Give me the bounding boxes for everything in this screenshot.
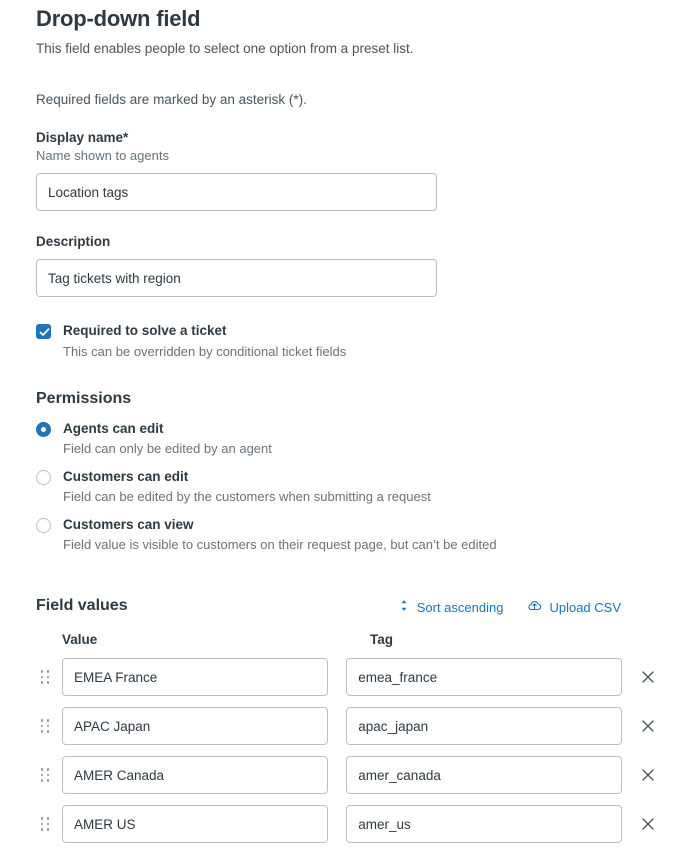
field-value-row	[36, 707, 657, 745]
field-value-input[interactable]: AMER Canada	[62, 756, 328, 794]
required-to-solve-texts	[63, 322, 346, 359]
field-value-row	[36, 658, 657, 696]
permission-option-agents-can-edit[interactable]	[36, 420, 657, 456]
field-tag-input[interactable]: apac_japan	[346, 707, 621, 745]
description-input[interactable]: Tag tickets with region	[36, 259, 437, 297]
upload-csv-label: Upload CSV	[549, 599, 621, 615]
field-values-actions	[398, 599, 621, 615]
field-value-row	[36, 756, 657, 794]
remove-row-icon[interactable]	[639, 814, 657, 834]
permission-texts-agents-can-edit	[63, 420, 272, 456]
permission-option-customers-can-edit[interactable]	[36, 468, 657, 504]
permission-sub-customers-can-view: Field value is visible to customers on their request page, but can’t be edited	[63, 537, 497, 552]
permission-label-customers-can-view: Customers can view	[63, 517, 194, 532]
field-value-input[interactable]: EMEA France	[62, 658, 328, 696]
required-fields-note: Required fields are marked by an asterisk (*).	[36, 92, 307, 107]
permission-label-customers-can-edit: Customers can edit	[63, 469, 189, 484]
sort-ascending-label: Sort ascending	[416, 599, 504, 615]
description-label: Description	[36, 234, 111, 249]
upload-csv-button[interactable]	[527, 599, 621, 615]
field-tag-input[interactable]: amer_us	[346, 805, 621, 843]
radio-unselected-icon[interactable]	[36, 470, 51, 485]
remove-row-icon[interactable]	[639, 716, 657, 736]
field-values-header	[36, 597, 657, 615]
permission-sub-agents-can-edit: Field can only be edited by an agent	[63, 441, 272, 456]
field-values-column-headers	[36, 632, 657, 647]
field-tag-input[interactable]: amer_canada	[346, 756, 621, 794]
drag-handle-icon[interactable]	[36, 670, 54, 684]
permission-label-agents-can-edit: Agents can edit	[63, 421, 164, 436]
remove-row-icon[interactable]	[639, 667, 657, 687]
field-tag-input[interactable]: emea_france	[346, 658, 621, 696]
page-title: Drop-down field	[36, 6, 201, 31]
column-header-tag: Tag	[370, 632, 393, 647]
description-field-group	[36, 234, 657, 297]
display-name-hint: Name shown to agents	[36, 148, 169, 163]
drag-dots	[41, 768, 50, 782]
sort-ascending-button[interactable]	[398, 599, 504, 615]
checkbox-checked-icon[interactable]	[36, 324, 51, 339]
drag-handle-icon[interactable]	[36, 719, 54, 733]
permission-sub-customers-can-edit: Field can be edited by the customers when submitting a request	[63, 489, 431, 504]
display-name-field-group	[36, 130, 657, 211]
permission-option-customers-can-view[interactable]	[36, 516, 657, 552]
upload-cloud-icon	[527, 599, 542, 615]
radio-unselected-icon[interactable]	[36, 518, 51, 533]
display-name-input[interactable]: Location tags	[36, 173, 437, 211]
page-subtitle: This field enables people to select one option from a preset list.	[36, 41, 414, 56]
drag-handle-icon[interactable]	[36, 768, 54, 782]
drag-handle-icon[interactable]	[36, 817, 54, 831]
required-to-solve-label: Required to solve a ticket	[63, 323, 227, 338]
radio-selected-icon[interactable]	[36, 422, 51, 437]
field-value-row	[36, 805, 657, 843]
field-value-input[interactable]: APAC Japan	[62, 707, 328, 745]
permission-texts-customers-can-edit	[63, 468, 431, 504]
field-values-heading: Field values	[36, 597, 128, 614]
field-value-input[interactable]: AMER US	[62, 805, 328, 843]
permissions-heading: Permissions	[36, 390, 132, 407]
drag-dots	[41, 719, 50, 733]
permission-texts-customers-can-view	[63, 516, 497, 552]
required-to-solve-sub: This can be overridden by conditional ticket fields	[63, 344, 347, 359]
drag-dots	[41, 670, 50, 684]
display-name-label: Display name*	[36, 130, 129, 145]
sort-icon	[398, 599, 410, 615]
remove-row-icon[interactable]	[639, 765, 657, 785]
column-header-value: Value	[62, 632, 98, 647]
required-to-solve-checkbox-row[interactable]	[36, 322, 657, 359]
drag-dots	[41, 817, 50, 831]
